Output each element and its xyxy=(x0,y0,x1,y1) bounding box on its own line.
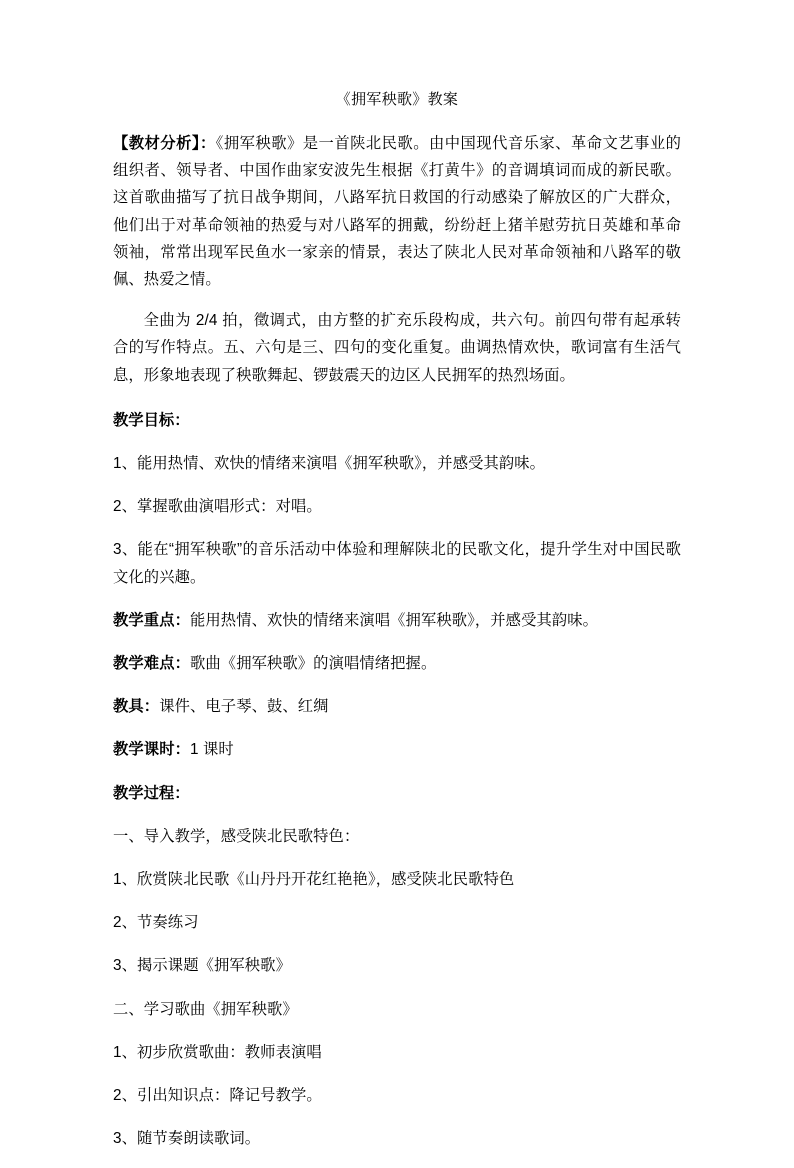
process-section-2-step-1: 1、初步欣赏歌曲：教师表演唱 xyxy=(113,1043,322,1061)
textbook-analysis-paragraph xyxy=(113,130,681,293)
process-section-1-step-1: 1、欣赏陕北民歌《山丹丹开花红艳艳》，感受陕北民歌特色 xyxy=(113,871,515,889)
teaching-difficult-point-label: 教学难点： xyxy=(113,655,190,673)
teaching-difficult-point-text: 歌曲《拥军秧歌》的演唱情绪把握。 xyxy=(190,655,437,673)
document-title: 《拥军秧歌》教案 xyxy=(335,91,459,108)
process-section-1-step-3: 3、揭示课题《拥军秧歌》 xyxy=(113,957,291,975)
process-section-2-step-3: 3、随节奏朗读歌词。 xyxy=(113,1130,261,1148)
textbook-analysis-label: 【教材分析】： xyxy=(113,135,216,152)
teaching-aids-label: 教具： xyxy=(113,698,160,716)
teaching-process-heading: 教学过程： xyxy=(113,784,190,802)
class-hours-text: 1 课时 xyxy=(190,741,234,759)
teaching-key-point xyxy=(113,607,681,634)
objective-item-1: 1、能用热情、欢快的情绪来演唱《拥军秧歌》，并感受其韵味。 xyxy=(113,455,546,473)
textbook-analysis-body: 《拥军秧歌》是一首陕北民歌。由中国现代音乐家、革命文艺事业的组织者、领导者、中国作曲家安波先生根据《打黄牛》的音调填词而成的新民歌。这首歌曲描写了抗日战争期间，八路军抗日救国的行动感染了解放区的广大群众，他们出于对革命领袖的热爱与对八路军的拥戴，纷纷赶上猪羊慰劳抗日英雄和革命领袖，常常出现军民鱼水一家亲的情景，表达了陕北人民对革命领袖和八路军的敬佩、热爱之情。 xyxy=(113,135,681,289)
process-section-1-title: 一、导入教学，感受陕北民歌特色： xyxy=(113,827,360,845)
objective-item-3: 3、能在“拥军秧歌”的音乐活动中体验和理解陕北的民歌文化，提升学生对中国民歌文化的兴趣。 xyxy=(113,541,681,586)
process-section-2-title: 二、学习歌曲《拥军秧歌》 xyxy=(113,1000,298,1018)
teaching-key-point-text: 能用热情、欢快的情绪来演唱《拥军秧歌》，并感受其韵味。 xyxy=(190,611,599,629)
teaching-aids-text: 课件、电子琴、鼓、红绸 xyxy=(159,698,329,716)
process-section-2-step-2: 2、引出知识点：降记号教学。 xyxy=(113,1087,322,1105)
objective-item-2: 2、掌握歌曲演唱形式：对唱。 xyxy=(113,498,322,516)
process-section-1-step-2: 2、节奏练习 xyxy=(113,914,199,932)
teaching-key-point-label: 教学重点： xyxy=(113,611,190,629)
teaching-objectives-heading: 教学目标： xyxy=(113,411,190,429)
song-structure-paragraph: 全曲为 2/4 拍，徵调式，由方整的扩充乐段构成，共六句。前四句带有起承转合的写作特点。五、六句是三、四句的变化重复。曲调热情欢快，歌词富有生活气息，形象地表现了秧歌舞起、锣鼓震天的边区人民拥军的热烈场面。 xyxy=(113,312,681,384)
teaching-aids xyxy=(113,693,681,720)
class-hours-label: 教学课时： xyxy=(113,741,190,759)
document-body xyxy=(113,88,681,1168)
class-hours xyxy=(113,736,681,763)
teaching-difficult-point xyxy=(113,650,681,677)
